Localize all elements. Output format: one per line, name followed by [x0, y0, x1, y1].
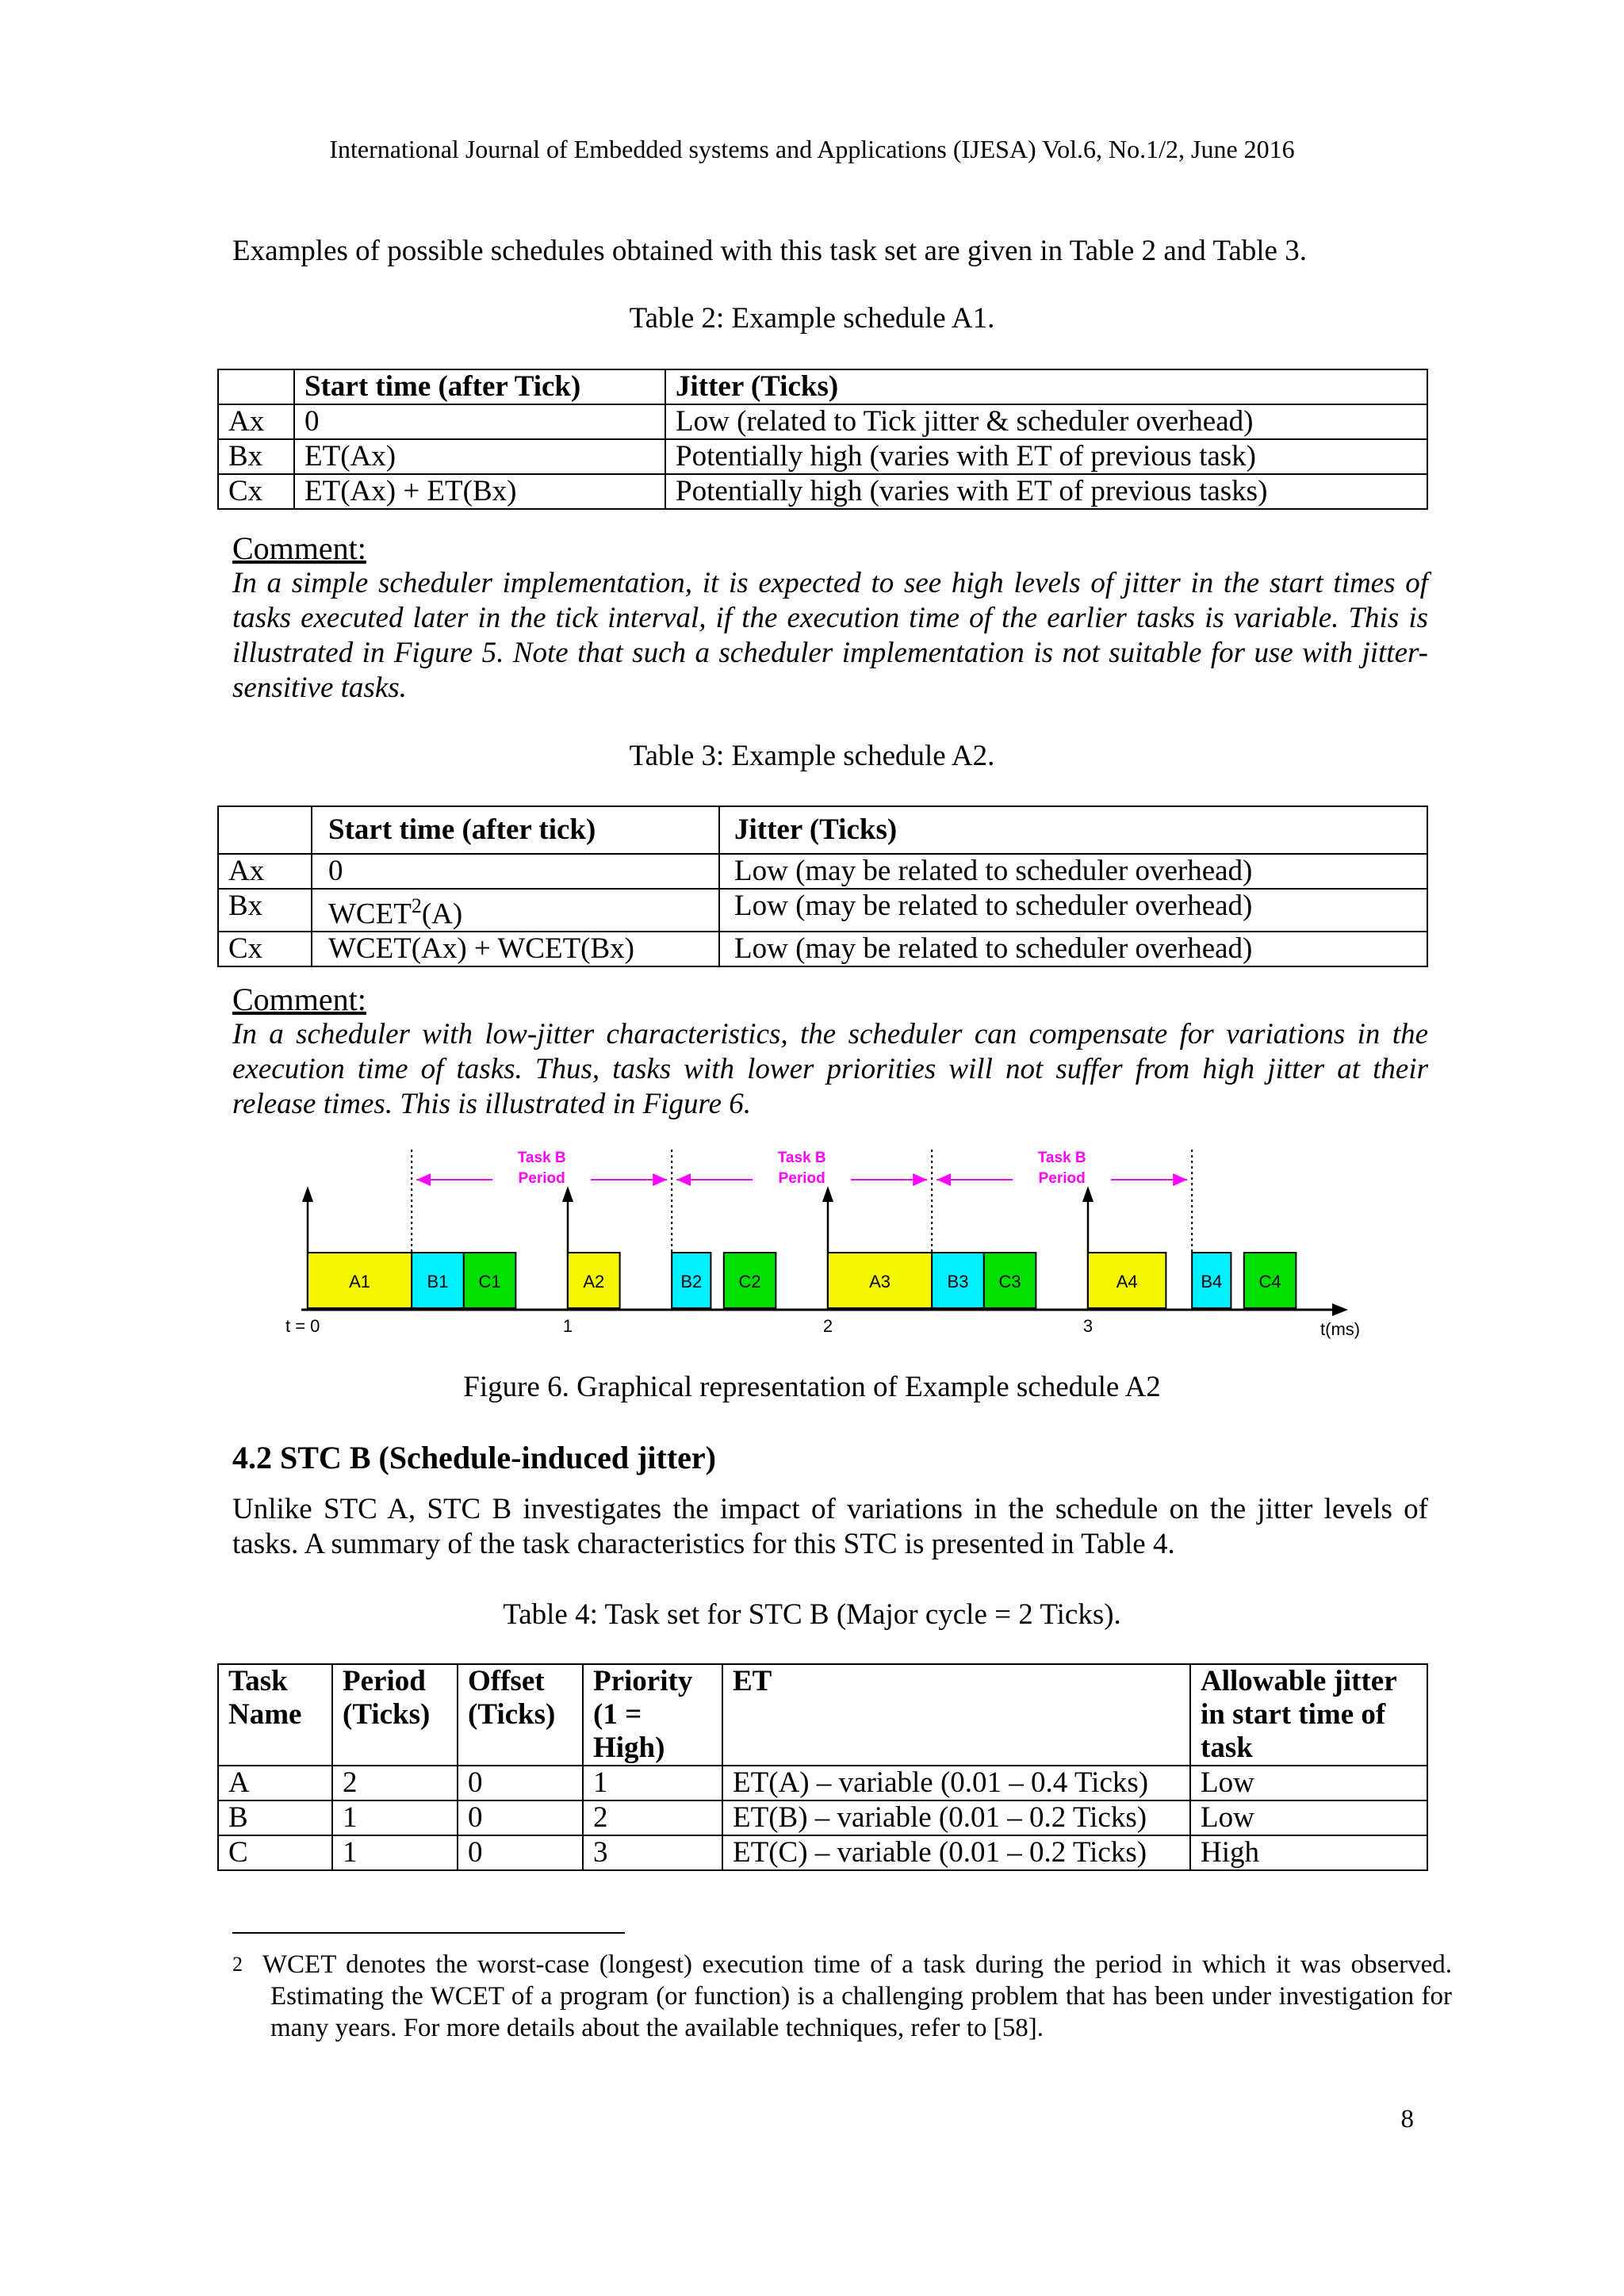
table-cell: 0	[458, 1835, 583, 1870]
table-cell: C	[218, 1835, 332, 1870]
table-cell: 0	[312, 854, 719, 889]
table-cell: Potentially high (varies with ET of previous task)	[665, 439, 1427, 474]
table-row	[218, 1766, 1427, 1800]
table-cell: B	[218, 1800, 332, 1835]
period-annotations	[412, 1150, 1192, 1253]
table-cell: Low	[1190, 1766, 1427, 1800]
wcet-text: WCET	[328, 897, 412, 931]
section-paragraph: Unlike STC A, STC B investigates the impact of variations in the schedule on the jitter levels of tasks. A summary of the task characteristics for this STC is presented in Table 4.	[232, 1493, 1428, 1560]
table-header-cell: Start time (after Tick)	[294, 369, 665, 404]
task-block-label: A3	[869, 1272, 891, 1292]
table-row	[218, 439, 1427, 474]
table-row	[218, 404, 1427, 439]
period-label-bottom: Period	[518, 1170, 565, 1187]
table-cell: 3	[583, 1835, 722, 1870]
tick-label: 3	[1082, 1316, 1094, 1336]
footnote-marker: 2	[232, 1953, 243, 1976]
table-cell: WCET(Ax) + WCET(Bx)	[312, 932, 719, 966]
table3-header-row	[218, 806, 1427, 854]
table-header-cell: Period (Ticks)	[332, 1664, 458, 1766]
table3-caption: Table 3: Example schedule A2.	[629, 740, 995, 772]
footnote-ref: 2	[411, 894, 422, 917]
table-cell: Ax	[218, 854, 312, 889]
table-cell: ET(Ax)	[294, 439, 665, 474]
wcet-arg: (A)	[421, 897, 463, 931]
footnote-rule	[232, 1932, 625, 1934]
table-row	[218, 932, 1427, 966]
tick-labels	[285, 1316, 1093, 1336]
page-number: 8	[1400, 2105, 1414, 2133]
table-cell: ET(Ax) + ET(Bx)	[294, 474, 665, 509]
task-blocks	[308, 1253, 1296, 1308]
period-label-top: Task B	[1037, 1150, 1086, 1166]
tick-label: 1	[562, 1316, 573, 1336]
table-cell: 0	[458, 1800, 583, 1835]
table4	[217, 1663, 1428, 1871]
table-cell: 1	[332, 1800, 458, 1835]
table3	[217, 806, 1428, 967]
table-header-cell: Offset (Ticks)	[458, 1664, 583, 1766]
period-label-top: Task B	[777, 1150, 826, 1166]
period-label-top: Task B	[517, 1150, 566, 1166]
axis-label: t(ms)	[1320, 1319, 1361, 1339]
table-cell: Cx	[218, 932, 312, 966]
table-row	[218, 889, 1427, 932]
table-header-cell: Task Name	[218, 1664, 332, 1766]
comment2-label: Comment:	[232, 982, 366, 1017]
table-cell: Ax	[218, 404, 294, 439]
tick-arrow-icon	[562, 1186, 573, 1202]
table4-header-row	[218, 1664, 1427, 1766]
intro-paragraph: Examples of possible schedules obtained with this task set are given in Table 2 and Table 3.	[232, 235, 1307, 267]
period-label-bottom: Period	[778, 1170, 825, 1187]
task-block-label: A1	[349, 1272, 371, 1292]
table-cell: A	[218, 1766, 332, 1800]
table-cell: High	[1190, 1835, 1427, 1870]
table-cell: 1	[332, 1835, 458, 1870]
running-header: International Journal of Embedded systems and Applications (IJESA) Vol.6, No.1/2, June 2016	[329, 135, 1295, 163]
comment1-label: Comment:	[232, 530, 366, 566]
task-block-label: C4	[1258, 1272, 1281, 1292]
table-cell: Low (may be related to scheduler overhead)	[719, 932, 1427, 966]
tick-arrow-icon	[822, 1186, 833, 1202]
period-label-bottom: Period	[1038, 1170, 1086, 1187]
footnote	[232, 1949, 1452, 2044]
table-cell: Low	[1190, 1800, 1427, 1835]
task-block-label: A4	[1116, 1272, 1138, 1292]
table-row	[218, 1800, 1427, 1835]
tick-arrow-icon	[1082, 1186, 1094, 1202]
table-row	[218, 854, 1427, 889]
table-cell: Low (related to Tick jitter & scheduler overhead)	[665, 404, 1427, 439]
section-heading: 4.2 STC B (Schedule-induced jitter)	[232, 1440, 716, 1475]
figure6-timing-diagram	[270, 1142, 1364, 1348]
task-block-label: C3	[998, 1272, 1021, 1292]
table-cell: ET(A) – variable (0.01 – 0.4 Ticks)	[722, 1766, 1190, 1800]
table-header-cell: ET	[722, 1664, 1190, 1766]
table2-header-row	[218, 369, 1427, 404]
figure6-caption: Figure 6. Graphical representation of Example schedule A2	[463, 1371, 1161, 1403]
table-cell: ET(B) – variable (0.01 – 0.2 Ticks)	[722, 1800, 1190, 1835]
task-block-label: B2	[680, 1272, 703, 1292]
comment1-text: In a simple scheduler implementation, it is expected to see high levels of jitter in the start times of tasks executed later in the tick interval, if the execution time of the earlier tasks is variable. This is illustrated in Figure 5. Note that such a scheduler implementation is not suitable for use with jitter-sensitive tasks.	[232, 567, 1428, 704]
table2	[217, 369, 1428, 510]
tick-label: 2	[822, 1316, 833, 1336]
table-header-cell: Start time (after tick)	[312, 806, 719, 854]
table-cell: 2	[583, 1800, 722, 1835]
task-block-label: B4	[1201, 1272, 1223, 1292]
task-block-label: B1	[427, 1272, 449, 1292]
table-cell: 0	[458, 1766, 583, 1800]
tick-label: t = 0	[285, 1316, 320, 1336]
table-header-cell	[218, 369, 294, 404]
table-header-cell: Priority (1 = High)	[583, 1664, 722, 1766]
table4-caption: Table 4: Task set for STC B (Major cycle = 2 Ticks).	[503, 1598, 1121, 1631]
table-row	[218, 474, 1427, 509]
table-cell: 1	[583, 1766, 722, 1800]
table-cell	[312, 889, 719, 932]
table-row	[218, 1835, 1427, 1870]
table-header-cell: Jitter (Ticks)	[719, 806, 1427, 854]
table2-caption: Table 2: Example schedule A1.	[629, 302, 995, 335]
table-header-cell: Allowable jitter in start time of task	[1190, 1664, 1427, 1766]
task-block-label: B3	[947, 1272, 969, 1292]
table-cell: Low (may be related to scheduler overhead)	[719, 854, 1427, 889]
table-cell: Cx	[218, 474, 294, 509]
table-cell: 2	[332, 1766, 458, 1800]
table-cell: Potentially high (varies with ET of previous tasks)	[665, 474, 1427, 509]
task-block-label: C1	[478, 1272, 501, 1292]
table-header-cell: Jitter (Ticks)	[665, 369, 1427, 404]
table-cell: ET(C) – variable (0.01 – 0.2 Ticks)	[722, 1835, 1190, 1870]
table-cell: Bx	[218, 889, 312, 932]
task-block-label: A2	[583, 1272, 605, 1292]
footnote-text: WCET denotes the worst-case (longest) execution time of a task during the period in which it was observed. Estimating the WCET of a program (or function) is a challenging problem that has been under investigation for many years. For more details about the available techniques, refer to [58].	[262, 1950, 1452, 2042]
table-cell: Bx	[218, 439, 294, 474]
task-block-label: C2	[738, 1272, 761, 1292]
comment2-text: In a scheduler with low-jitter characteristics, the scheduler can compensate for variations in the execution time of tasks. Thus, tasks with lower priorities will not suffer from high jitter at their release times. This is illustrated in Figure 6.	[232, 1018, 1428, 1120]
tick-arrow-icon	[302, 1186, 313, 1202]
axis-arrow-icon	[1332, 1303, 1348, 1316]
table-cell: Low (may be related to scheduler overhead)	[719, 889, 1427, 932]
table-header-cell	[218, 806, 312, 854]
table-cell: 0	[294, 404, 665, 439]
